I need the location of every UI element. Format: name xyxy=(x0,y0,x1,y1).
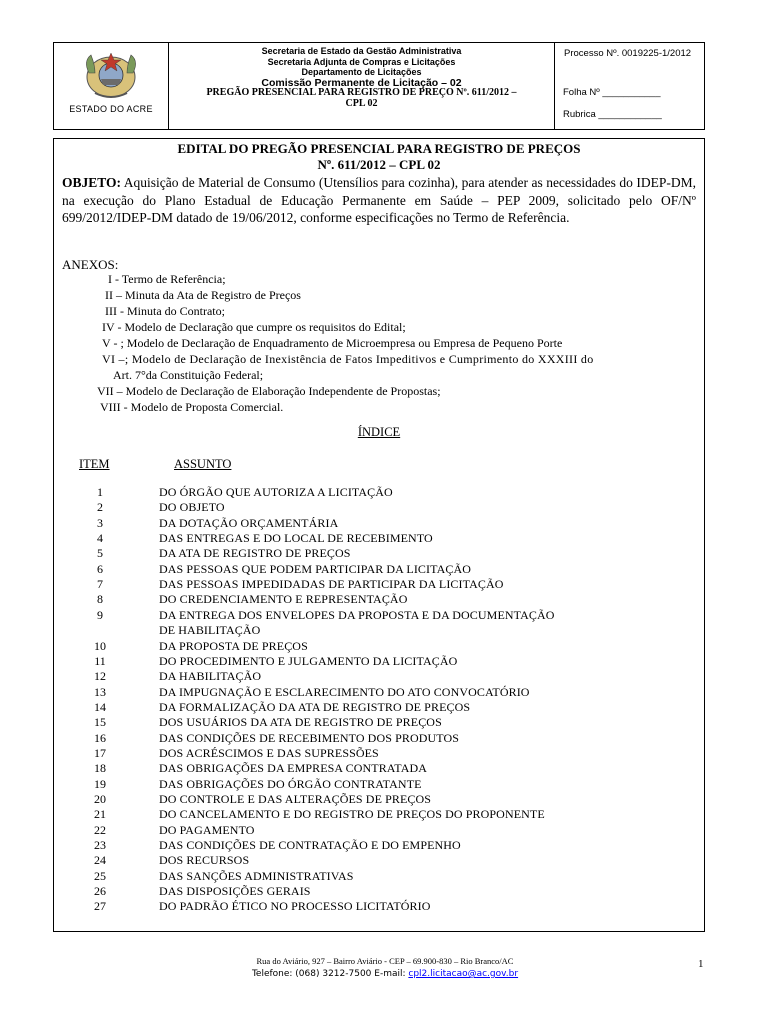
anexos-label: ANEXOS: xyxy=(62,257,119,272)
index-row-subject: DAS PESSOAS IMPEDIDADAS DE PARTICIPAR DA LICITAÇÃO xyxy=(159,577,504,592)
header-line: Secretaria de Estado da Gestão Administrativa xyxy=(261,46,462,56)
index-row-subject: DO ÓRGÃO QUE AUTORIZA A LICITAÇÃO xyxy=(159,485,393,499)
index-row xyxy=(80,517,680,531)
index-row-subject: DAS OBRIGAÇÕES DA EMPRESA CONTRATADA xyxy=(159,761,428,776)
index-row-number: 12 xyxy=(94,669,106,684)
index-row-subject: DA ENTREGA DOS ENVELOPES DA PROPOSTA E DA DOCUMENTAÇÃO xyxy=(159,607,555,622)
index-row-number: 14 xyxy=(94,699,106,714)
email-link[interactable]: cpl2.licitacao@ac.gov.br xyxy=(408,969,519,979)
index-row xyxy=(80,670,680,684)
header-process-cell xyxy=(556,43,706,129)
index-row xyxy=(80,732,680,746)
state-name: ESTADO DO ACRE xyxy=(69,104,153,114)
index-row xyxy=(80,624,680,638)
index-row xyxy=(80,885,680,899)
index-row-number: 27 xyxy=(94,899,106,914)
anexo-item: VI –; Modelo de Declaração de Inexistência de Fatos Impeditivos e Cumprimento do XXXIII do xyxy=(102,352,594,366)
column-header-assunto: ASSUNTO xyxy=(174,457,232,471)
index-row-number: 7 xyxy=(97,577,103,592)
index-row xyxy=(80,808,680,822)
anexo-item: III - Minuta do Contrato; xyxy=(105,304,225,318)
index-row-subject: DO CREDENCIAMENTO E REPRESENTAÇÃO xyxy=(159,592,408,607)
index-row-subject: DAS DISPOSIÇÕES GERAIS xyxy=(159,884,311,899)
index-row-subject: DAS OBRIGAÇÕES DO ÓRGÃO CONTRATANTE xyxy=(159,776,422,791)
index-row-subject: DA IMPUGNAÇÃO E ESCLARECIMENTO DO ATO CONVOCATÓRIO xyxy=(159,684,530,699)
index-row xyxy=(80,778,680,792)
index-row xyxy=(80,655,680,669)
index-row-subject: DO PAGAMENTO xyxy=(159,822,255,837)
objeto-text: Aquisição de Material de Consumo (Utensílios para cozinha), para atender as necessidades do IDEP-DM, na execução do Plano Estadual de Educação Permanente em Saúde – PEP 2009, solicitado pelo OF/Nº 699/2012/IDEP-DM datado de 19/06/2012, conforme especificações no Termo de Referência. xyxy=(62,175,696,225)
index-row-subject: DO PADRÃO ÉTICO NO PROCESSO LICITATÓRIO xyxy=(159,899,431,914)
index-row-number: 1 xyxy=(97,485,103,499)
logo-cell xyxy=(54,43,169,129)
index-row-number: 6 xyxy=(97,561,103,576)
rubrica-field: Rubrica ____________ xyxy=(563,109,662,120)
index-row-subject: DOS USUÁRIOS DA ATA DE REGISTRO DE PREÇOS xyxy=(159,715,442,730)
index-row xyxy=(80,747,680,761)
index-row-subject: DE HABILITAÇÃO xyxy=(159,623,261,638)
anexo-item: II – Minuta da Ata de Registro de Preços xyxy=(105,288,301,302)
index-row-number: 26 xyxy=(94,884,106,899)
index-row xyxy=(80,716,680,730)
document-subtitle: Nº. 611/2012 – CPL 02 xyxy=(317,157,441,172)
index-row-number: 22 xyxy=(94,822,106,837)
document-title: EDITAL DO PREGÃO PRESENCIAL PARA REGISTRO DE PREÇOS xyxy=(177,141,581,156)
page-number: 1 xyxy=(698,958,704,970)
index-row-number: 10 xyxy=(94,638,106,653)
index-row-number: 16 xyxy=(94,730,106,745)
index-row xyxy=(80,824,680,838)
anexo-item: I - Termo de Referência; xyxy=(108,272,226,286)
index-row-subject: DA FORMALIZAÇÃO DA ATA DE REGISTRO DE PREÇOS xyxy=(159,699,471,714)
index-row-subject: DO OBJETO xyxy=(159,500,225,515)
anexo-item: Art. 7°da Constituição Federal; xyxy=(113,368,264,382)
index-row xyxy=(80,839,680,853)
footer-phone: Telefone: (068) 3212-7500 E-mail: xyxy=(251,969,409,979)
index-row xyxy=(80,854,680,868)
index-row-subject: DAS ENTREGAS E DO LOCAL DE RECEBIMENTO xyxy=(159,531,433,546)
index-row-number: 5 xyxy=(97,546,103,561)
index-row-subject: DOS ACRÉSCIMOS E DAS SUPRESSÕES xyxy=(159,745,379,760)
index-row xyxy=(80,578,680,592)
anexo-item: V - ; Modelo de Declaração de Enquadramento de Microempresa ou Empresa de Pequeno Porte xyxy=(102,336,563,350)
index-row-subject: DA HABILITAÇÃO xyxy=(159,669,262,684)
index-row-number: 21 xyxy=(94,807,106,822)
header-center xyxy=(169,43,555,129)
header-line: PREGÃO PRESENCIAL PARA REGISTRO DE PREÇO Nº. 611/2012 – xyxy=(206,87,517,98)
index-row xyxy=(80,593,680,607)
index-row-number: 9 xyxy=(97,607,103,622)
index-row-number: 15 xyxy=(94,715,106,730)
index-row xyxy=(80,870,680,884)
index-row-subject: DAS SANÇÕES ADMINISTRATIVAS xyxy=(159,868,354,883)
document-body xyxy=(53,138,705,932)
index-row xyxy=(80,640,680,654)
index-row-subject: DA PROPOSTA DE PREÇOS xyxy=(159,638,308,653)
index-row-number: 8 xyxy=(97,592,103,607)
process-number: Processo Nº. 0019225-1/2012 xyxy=(564,48,692,59)
header-line: Comissão Permanente de Licitação – 02 xyxy=(261,76,462,89)
indice-heading: ÍNDICE xyxy=(357,425,401,439)
index-row xyxy=(80,686,680,700)
index-row-number: 3 xyxy=(97,515,103,530)
index-row-subject: DO CONTROLE E DAS ALTERAÇÕES DE PREÇOS xyxy=(159,792,432,806)
index-row-number: 18 xyxy=(94,761,106,776)
index-row-number: 13 xyxy=(94,684,106,699)
folha-field: Folha Nº ___________ xyxy=(563,87,661,98)
anexo-item: IV - Modelo de Declaração que cumpre os requisitos do Edital; xyxy=(102,320,406,334)
header-line: Departamento de Licitações xyxy=(301,67,422,77)
index-row xyxy=(80,762,680,776)
index-row xyxy=(80,501,680,515)
anexo-item: VIII - Modelo de Proposta Comercial. xyxy=(100,400,284,414)
index-row xyxy=(80,900,680,914)
anexo-item: VII – Modelo de Declaração de Elaboração Independente de Propostas; xyxy=(97,384,441,398)
header-line: CPL 02 xyxy=(345,97,378,109)
document-header xyxy=(53,42,705,130)
state-coat-of-arms-icon xyxy=(81,47,141,103)
index-row-number: 23 xyxy=(94,838,106,853)
index-row xyxy=(80,547,680,561)
index-row-subject: DO CANCELAMENTO E DO REGISTRO DE PREÇOS DO PROPONENTE xyxy=(159,807,545,822)
index-row-number: 20 xyxy=(94,792,106,806)
footer-address: Rua do Aviário, 927 – Bairro Aviário - CEP – 69.900-830 – Rio Branco/AC xyxy=(256,956,514,966)
index-row-number: 4 xyxy=(97,531,103,546)
index-row-subject: DO PROCEDIMENTO E JULGAMENTO DA LICITAÇÃO xyxy=(159,653,458,668)
objeto-label: OBJETO: xyxy=(62,175,122,190)
index-row xyxy=(80,609,680,623)
index-row-number: 2 xyxy=(97,500,103,515)
index-row xyxy=(80,701,680,715)
index-row-number: 11 xyxy=(94,653,106,668)
index-row-number: 25 xyxy=(94,868,106,883)
index-row-subject: DA DOTAÇÃO ORÇAMENTÁRIA xyxy=(159,515,339,530)
objeto-paragraph xyxy=(62,174,696,227)
footer-contact xyxy=(0,969,770,979)
index-row-subject: DAS CONDIÇÕES DE CONTRATAÇÃO E DO EMPENHO xyxy=(159,838,461,853)
index-row-number: 19 xyxy=(94,776,106,791)
index-row xyxy=(80,486,680,500)
index-row xyxy=(80,532,680,546)
index-row-number: 17 xyxy=(94,745,106,760)
index-row xyxy=(80,563,680,577)
index-row-subject: DOS RECURSOS xyxy=(159,853,250,868)
index-row-subject: DAS CONDIÇÕES DE RECEBIMENTO DOS PRODUTOS xyxy=(159,730,460,745)
index-row xyxy=(80,793,680,807)
header-line: Secretaria Adjunta de Compras e Licitações xyxy=(267,56,456,67)
index-row-number: 24 xyxy=(94,853,106,868)
index-row-subject: DA ATA DE REGISTRO DE PREÇOS xyxy=(159,546,351,561)
column-header-item: ITEM xyxy=(79,457,110,471)
index-row-subject: DAS PESSOAS QUE PODEM PARTICIPAR DA LICITAÇÃO xyxy=(159,561,471,576)
